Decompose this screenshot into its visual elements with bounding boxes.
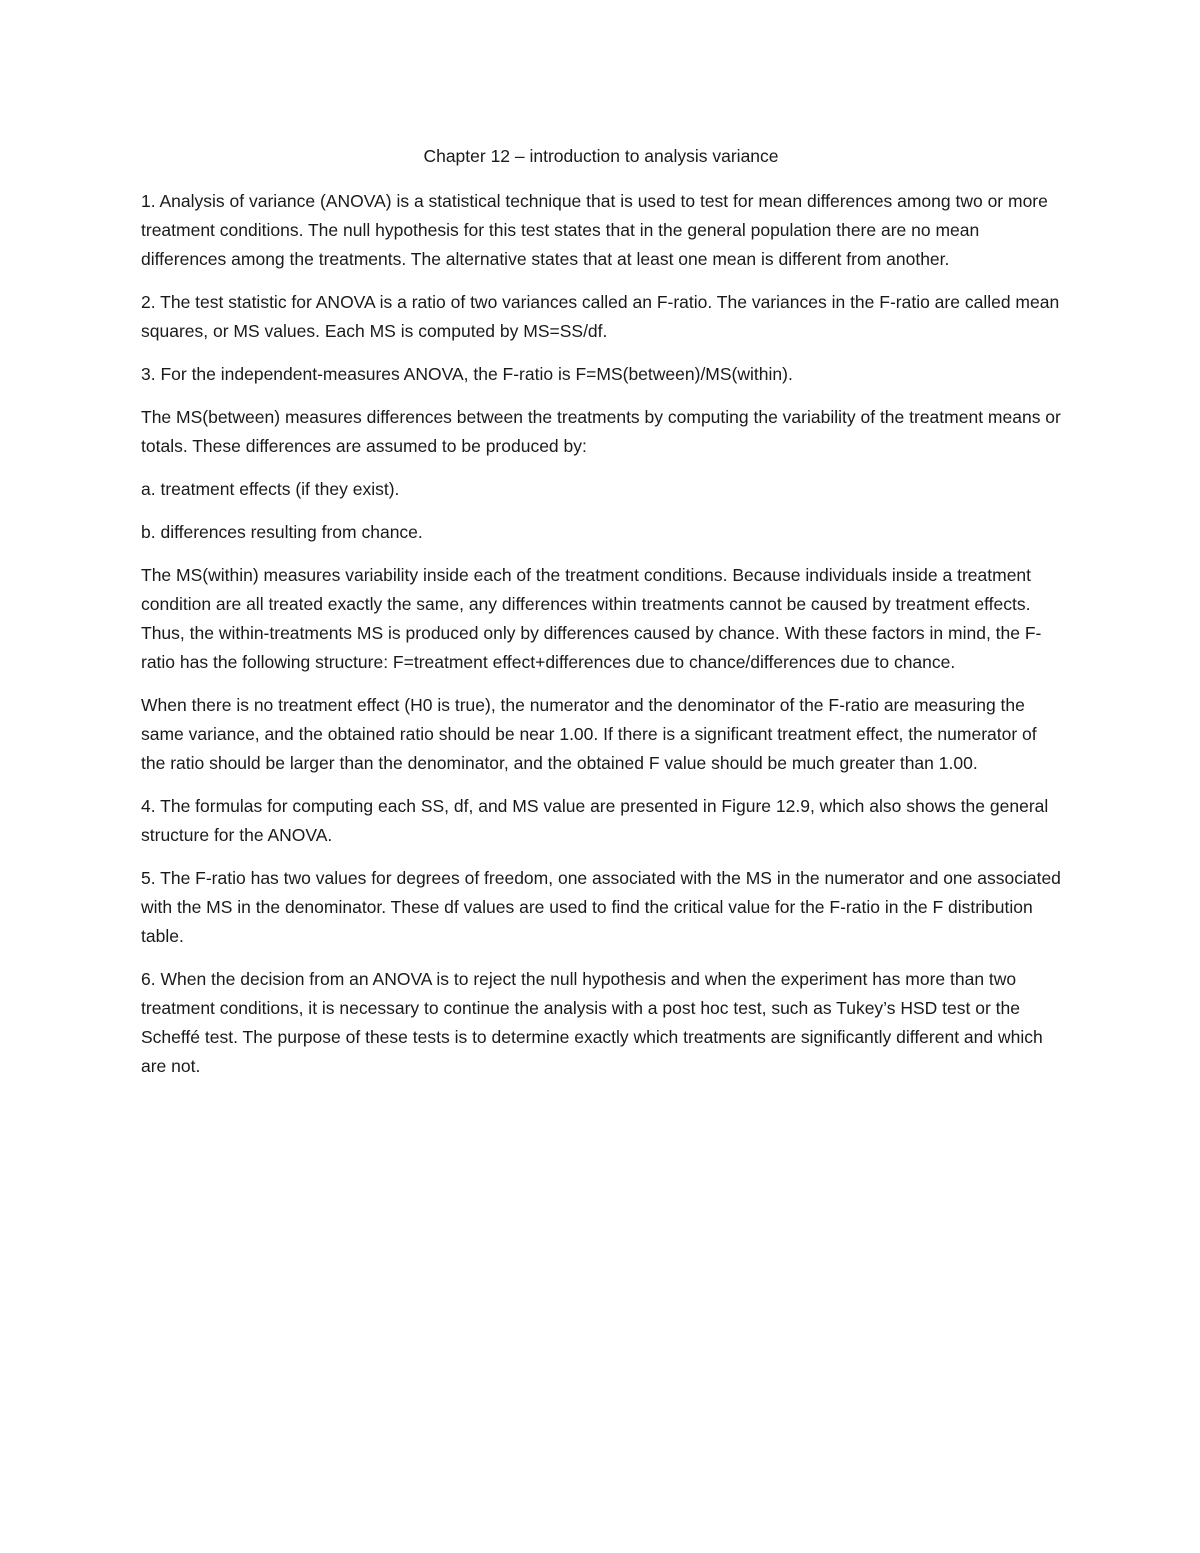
paragraph-no-treatment-effect: When there is no treatment effect (H0 is true), the numerator and the denominator of the F-ratio are measuring the same variance, and the obtained ratio should be near 1.00. If there is a significant treatment effect, the numerator of the ratio should be larger than the denominator, and the obtained F value should be much greater than 1.00. [141,695,1037,773]
paragraph-anova-definition: 1. Analysis of variance (ANOVA) is a statistical technique that is used to test for mean differences among two or more treatment conditions. The null hypothesis for this test states that in the general population there are no mean differences among the treatments. The alternative states that at least one mean is different from another. [141,191,1048,269]
list-item-treatment-effects: a. treatment effects (if they exist). [141,479,400,499]
paragraph-f-ratio-formula: 3. For the independent-measures ANOVA, the F-ratio is F=MS(between)/MS(within). [141,364,793,384]
document-body [141,142,1061,1095]
paragraph-ms-between: The MS(between) measures differences between the treatments by computing the variability of the treatment means or totals. These differences are assumed to be produced by: [141,407,1061,456]
paragraph-degrees-of-freedom: 5. The F-ratio has two values for degrees of freedom, one associated with the MS in the numerator and one associated with the MS in the denominator. These df values are used to find the critical value for the F-ratio in the F distribution table. [141,868,1061,946]
paragraph-post-hoc: 6. When the decision from an ANOVA is to reject the null hypothesis and when the experiment has more than two treatment conditions, it is necessary to continue the analysis with a post hoc test, such as Tukey’s HSD test or the Scheffé test. The purpose of these tests is to determine exactly which treatments are significantly different and which are not. [141,969,1043,1076]
paragraph-formulas: 4. The formulas for computing each SS, df, and MS value are presented in Figure 12.9, which also shows the general structure for the ANOVA. [141,796,1049,845]
paragraph-ms-within: The MS(within) measures variability inside each of the treatment conditions. Because individuals inside a treatment condition are all treated exactly the same, any differences within treatments cannot be caused by treatment effects. Thus, the within-treatments MS is produced only by differences caused by chance. With these factors in mind, the F-ratio has the following structure: F=treatment effect+differences due to chance/differences due to chance. [141,565,1042,672]
page-title: Chapter 12 – introduction to analysis variance [423,146,779,166]
paragraph-test-statistic: 2. The test statistic for ANOVA is a ratio of two variances called an F-ratio. The variances in the F-ratio are called mean squares, or MS values. Each MS is computed by MS=SS/df. [141,292,1060,341]
list-item-chance-differences: b. differences resulting from chance. [141,522,423,542]
